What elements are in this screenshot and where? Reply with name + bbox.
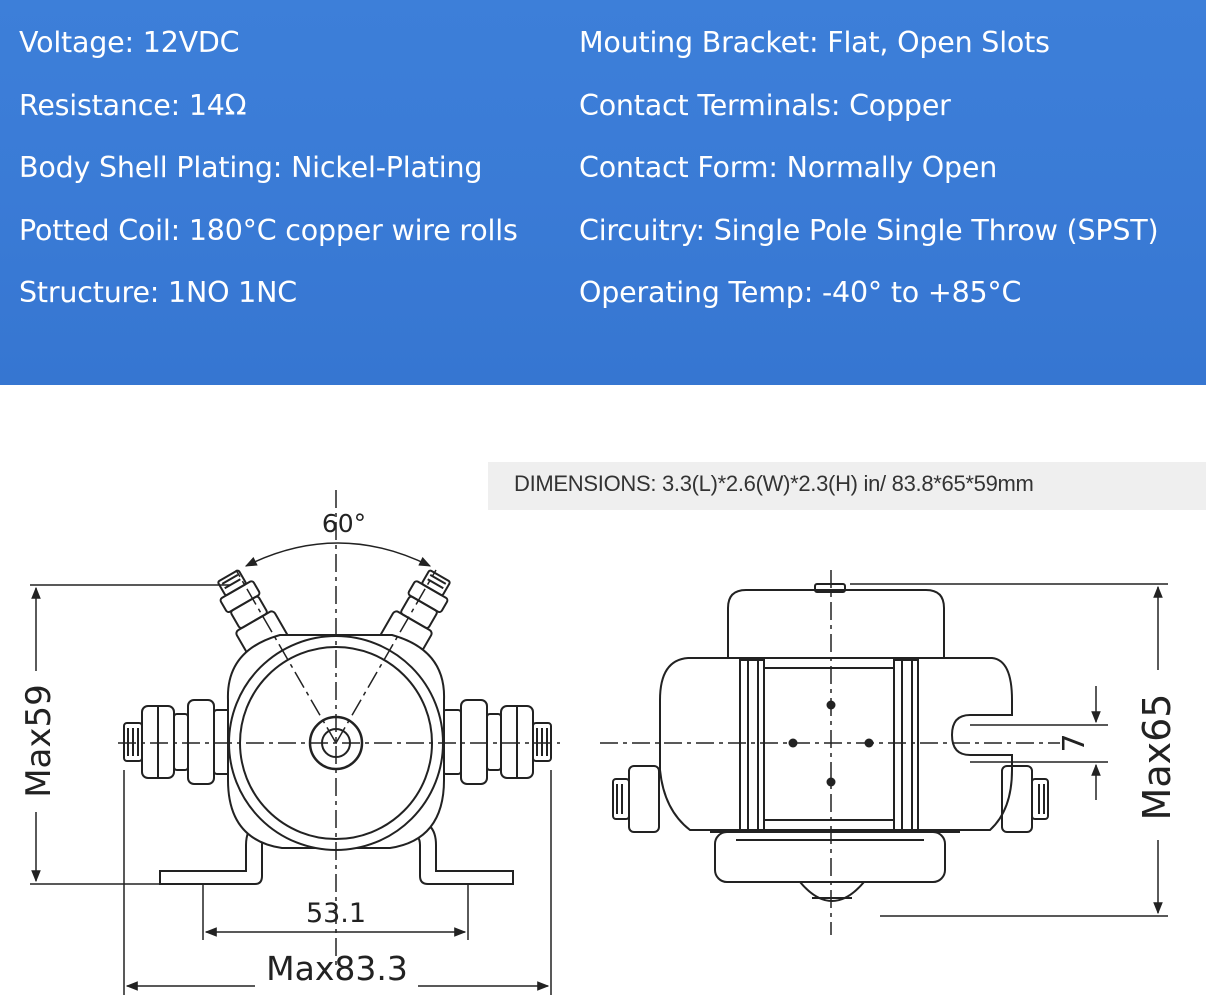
height-label-front: Max59 — [19, 684, 59, 798]
spec-shell-plating: Body Shell Plating: Nickel-Plating — [19, 151, 483, 184]
spec-resistance: Resistance: 14Ω — [19, 88, 247, 122]
height-label-side: Max65 — [1135, 693, 1179, 821]
angle-dimension — [246, 543, 430, 566]
front-view — [30, 490, 560, 995]
angle-label: 60° — [321, 509, 367, 538]
spec-structure: Structure: 1NO 1NC — [19, 276, 297, 309]
side-base — [715, 832, 945, 901]
height-dimension-front — [30, 585, 230, 884]
side-body — [660, 658, 1012, 832]
spec-operating-temp: Operating Temp: -40° to +85°C — [579, 276, 1022, 309]
spec-voltage: Voltage: 12VDC — [19, 26, 240, 59]
mount-spacing-label: 53.1 — [305, 898, 367, 929]
slot-label: 7 — [1057, 733, 1092, 753]
coil-cap — [728, 584, 944, 658]
right-side-terminal — [443, 700, 551, 784]
spec-contact-terminals: Contact Terminals: Copper — [579, 88, 951, 122]
spec-circuitry: Circuitry: Single Pole Single Throw (SPST) — [579, 213, 1159, 247]
dimensions-text: DIMENSIONS: 3.3(L)*2.6(W)*2.3(H) in/ 83.8*65*59mm — [514, 471, 1034, 496]
side-terminal-left — [613, 766, 659, 832]
width-label-front: Max83.3 — [266, 949, 408, 988]
spec-mounting-bracket: Mouting Bracket: Flat, Open Slots — [579, 26, 1050, 59]
spec-potted-coil: Potted Coil: 180°C copper wire rolls — [19, 213, 518, 247]
spec-contact-form: Contact Form: Normally Open — [579, 151, 998, 184]
left-side-terminal — [124, 700, 232, 784]
